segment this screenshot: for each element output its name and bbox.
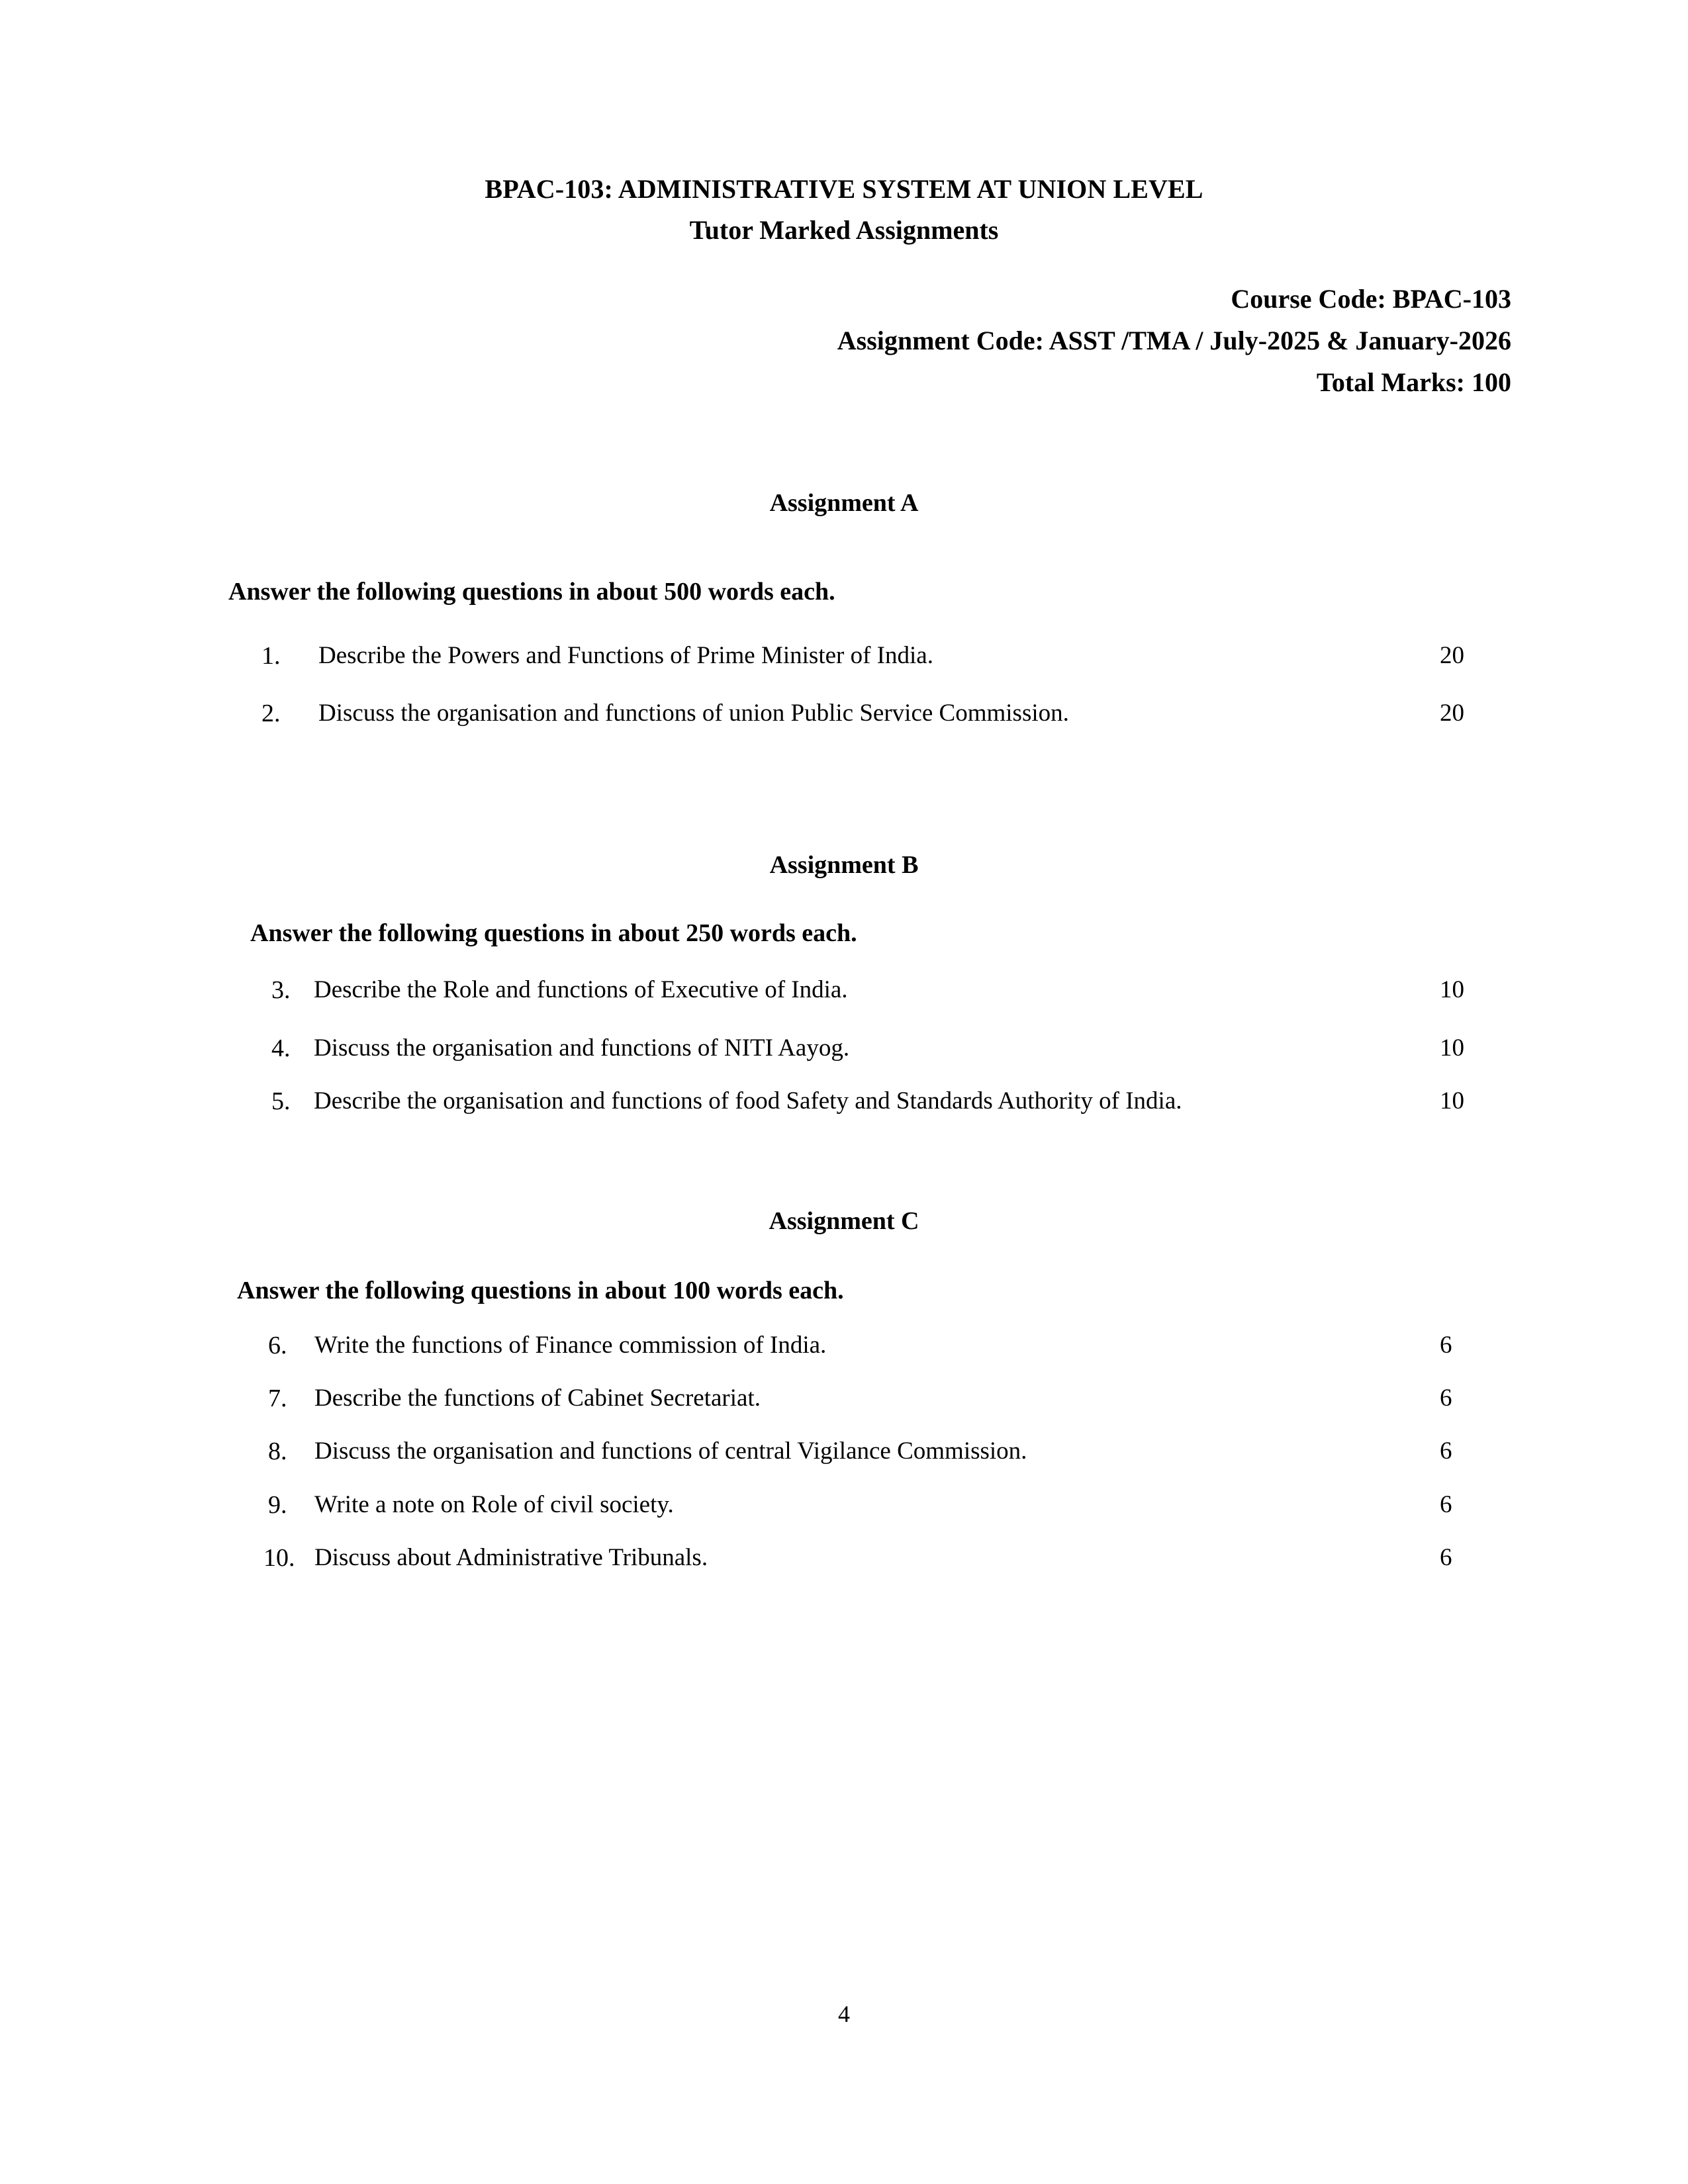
question-text: Discuss the organisation and functions of central Vigilance Commission. <box>314 1437 1027 1465</box>
question-row <box>268 1434 1592 1474</box>
question-marks: 6 <box>1440 1437 1452 1465</box>
question-row <box>261 696 1585 736</box>
question-marks: 6 <box>1440 1332 1452 1359</box>
question-row <box>268 1328 1592 1368</box>
question-number: 1. <box>261 642 281 670</box>
document-header <box>0 169 1688 251</box>
question-marks: 20 <box>1440 700 1464 727</box>
question-text: Discuss the organisation and functions of union Public Service Commission. <box>318 700 1069 727</box>
question-text: Describe the functions of Cabinet Secretariat. <box>314 1385 761 1412</box>
question-row <box>271 973 1595 1013</box>
question-text: Describe the organisation and functions of food Safety and Standards Authority of India. <box>314 1087 1182 1115</box>
question-number: 2. <box>261 700 281 727</box>
question-number: 6. <box>268 1332 287 1359</box>
question-marks: 20 <box>1440 642 1464 669</box>
question-marks: 6 <box>1440 1491 1452 1518</box>
question-marks: 6 <box>1440 1544 1452 1571</box>
question-number: 7. <box>268 1385 287 1412</box>
question-text: Describe the Powers and Functions of Prime Minister of India. <box>318 642 933 669</box>
question-text: Discuss about Administrative Tribunals. <box>314 1544 708 1571</box>
question-number: 8. <box>268 1437 287 1465</box>
question-row <box>271 1084 1595 1124</box>
total-marks-line: Total Marks: 100 <box>1316 367 1511 397</box>
question-row <box>261 639 1585 678</box>
question-number: 9. <box>268 1491 287 1519</box>
assignment-code-line: Assignment Code: ASST /TMA / July-2025 & January-2026 <box>837 326 1511 355</box>
question-row <box>268 1488 1592 1527</box>
question-number: 10. <box>263 1544 295 1572</box>
question-number: 5. <box>271 1087 291 1115</box>
section-instruction-assignment-b: Answer the following questions in about 250 words each. <box>250 919 857 947</box>
question-row <box>268 1381 1592 1421</box>
page-subtitle: Tutor Marked Assignments <box>689 215 999 245</box>
section-heading-assignment-c: Assignment C <box>769 1207 919 1235</box>
question-row <box>271 1031 1595 1071</box>
question-number: 4. <box>271 1034 291 1062</box>
question-number: 3. <box>271 976 291 1004</box>
question-row <box>263 1541 1587 1580</box>
page-number: 4 <box>838 2001 850 2027</box>
section-instruction-assignment-a: Answer the following questions in about 500 words each. <box>228 578 835 606</box>
question-text: Write the functions of Finance commission of India. <box>314 1332 827 1359</box>
question-marks: 10 <box>1440 976 1464 1003</box>
course-meta-block <box>0 278 1511 403</box>
question-marks: 10 <box>1440 1034 1464 1062</box>
section-heading-assignment-a: Assignment A <box>769 489 919 517</box>
section-heading-assignment-b: Assignment B <box>769 851 919 879</box>
section-instruction-assignment-c: Answer the following questions in about 100 words each. <box>237 1277 844 1304</box>
course-code-line: Course Code: BPAC-103 <box>1231 284 1511 314</box>
page-title: BPAC-103: ADMINISTRATIVE SYSTEM AT UNION LEVEL <box>485 174 1203 204</box>
question-marks: 6 <box>1440 1385 1452 1412</box>
question-text: Discuss the organisation and functions of NITI Aayog. <box>314 1034 850 1062</box>
question-text: Write a note on Role of civil society. <box>314 1491 674 1518</box>
question-text: Describe the Role and functions of Executive of India. <box>314 976 848 1003</box>
question-marks: 10 <box>1440 1087 1464 1115</box>
